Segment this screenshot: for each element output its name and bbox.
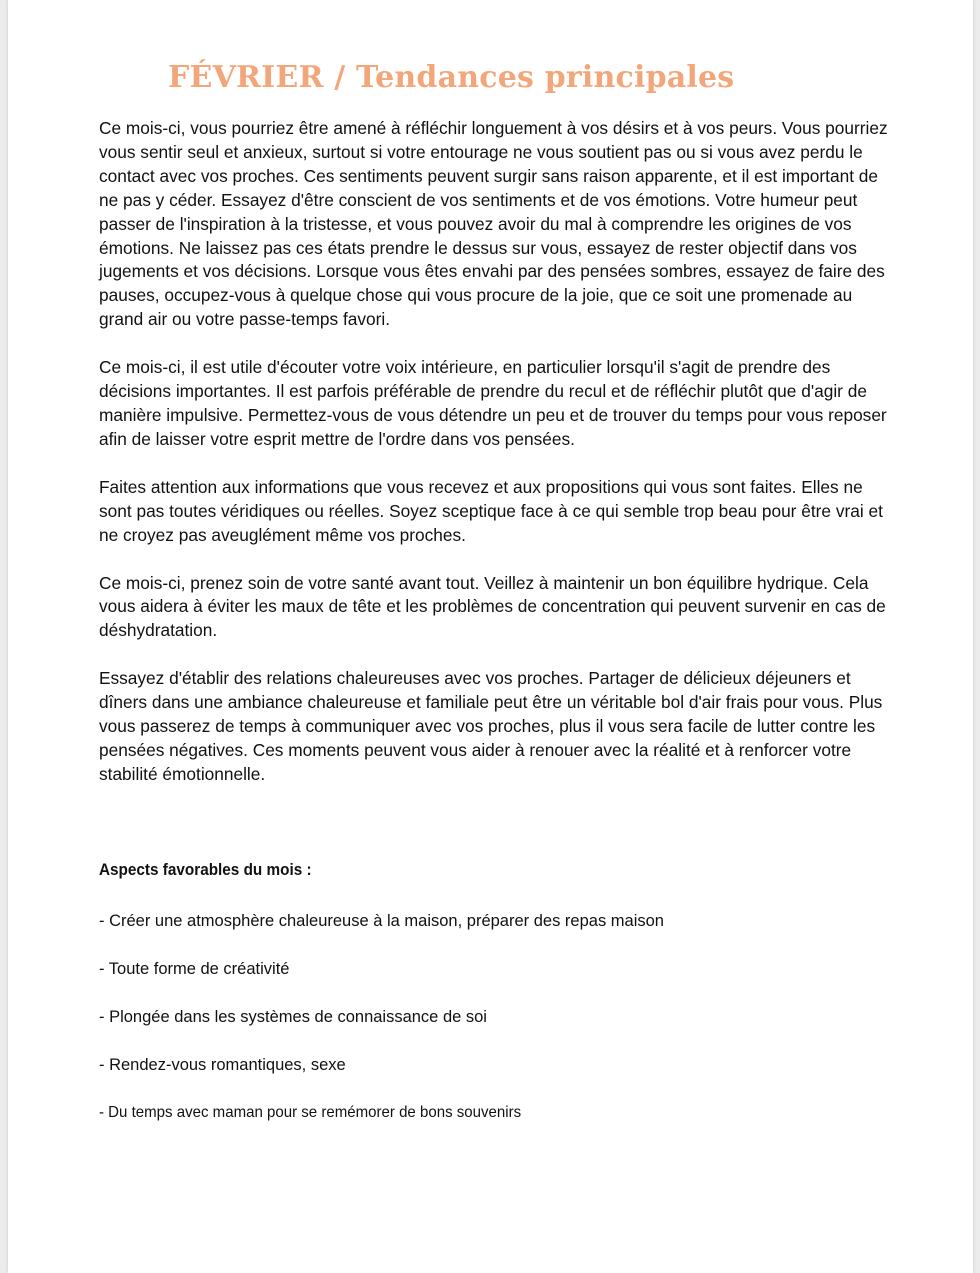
main-text: [99, 117, 899, 787]
favorable-aspects-section: [99, 858, 899, 1149]
paragraph-health: Ce mois-ci, prenez soin de votre santé avant tout. Veillez à maintenir un bon équilibre hydrique. Cela vous aidera à éviter les maux de tête et les problèmes de concentration qui peuvent survenir en cas de déshydratation.: [99, 572, 886, 641]
favorable-aspects-heading: Aspects favorables du mois :: [99, 860, 312, 879]
list-item: - Plongée dans les systèmes de connaissance de soi: [99, 1008, 487, 1026]
paragraph-desires-fears: Ce mois-ci, vous pourriez être amené à réfléchir longuement à vos désirs et à vos peurs. Vous pourriez vous sentir seul et anxieux, surtout si votre entourage ne vous soutient pas ou si vous avez perdu le contact avec vos proches. Ces sentiments peuvent surgir sans raison apparente, et il est important de ne pas y céder. Essayez d'être conscient de vos sentiments et de vos émotions. Votre humeur peut passer de l'inspiration à la tristesse, et vous pouvez avoir du mal à comprendre les origines de vos émotions. Ne laissez pas ces états prendre le dessus sur vous, essayez de rester objectif dans vos jugements et vos décisions. Lorsque vous êtes envahi par des pensées sombres, essayez de faire des pauses, occupez-vous à quelque chose qui vous procure de la joie, que ce soit une promenade au grand air ou votre passe-temps favori.: [99, 118, 888, 330]
favorable-aspects-list: [99, 909, 899, 1125]
list-item: - Du temps avec maman pour se remémorer de bons souvenirs: [99, 1104, 522, 1121]
list-item: - Créer une atmosphère chaleureuse à la maison, préparer des repas maison: [99, 912, 664, 930]
list-item: - Toute forme de créativité: [99, 960, 290, 978]
paragraph-relations: Essayez d'établir des relations chaleureuses avec vos proches. Partager de délicieux déjeuners et dîners dans une ambiance chaleureuse et familiale peut être un véritable bol d'air frais pour vous. Plus vous passerez de temps à communiquer avec vos proches, plus il vous sera facile de lutter contre les pensées négatives. Ces moments peuvent vous aider à renouer avec la réalité et à renforcer votre stabilité émotionnelle.: [99, 668, 883, 784]
page-title: FÉVRIER / Tendances principales: [168, 60, 735, 95]
paragraph-inner-voice: Ce mois-ci, il est utile d'écouter votre voix intérieure, en particulier lorsqu'il s'agit de prendre des décisions importantes. Il est parfois préférable de prendre du recul et de réfléchir plutôt que d'agir de manière impulsive. Permettez-vous de vous détendre un peu et de trouver du temps pour vous reposer afin de laisser votre esprit mettre de l'ordre dans vos pensées.: [99, 357, 887, 449]
document-page: [8, 0, 973, 1273]
list-item: - Rendez-vous romantiques, sexe: [99, 1056, 346, 1074]
paragraph-information: Faites attention aux informations que vous recevez et aux propositions qui vous sont faites. Elles ne sont pas toutes véridiques ou réelles. Soyez sceptique face à ce qui semble trop beau pour être vrai et ne croyez pas aveuglément même vos proches.: [99, 476, 883, 545]
